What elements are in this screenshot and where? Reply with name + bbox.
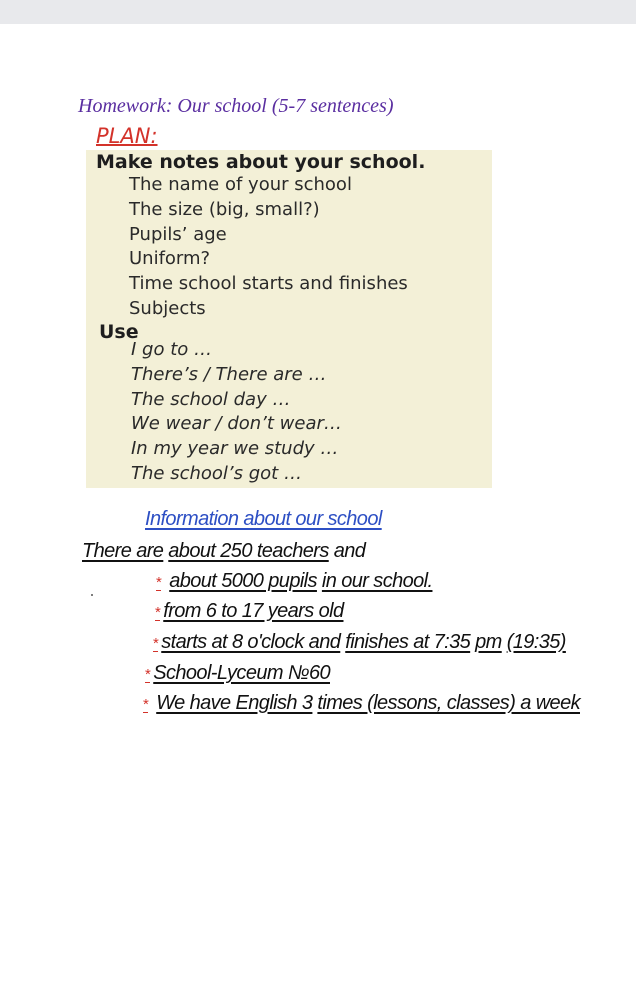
use-item: I go to … <box>131 339 212 360</box>
note-text: and <box>333 540 366 562</box>
note-text: in our school. <box>321 570 433 592</box>
asterisk-icon: * <box>155 604 161 621</box>
note-text: We have English 3 <box>156 692 313 714</box>
top-status-bar <box>0 0 636 24</box>
plan-heading: Make notes about your school. <box>96 151 426 173</box>
plan-title: PLAN: <box>96 124 158 148</box>
note-text: times (lessons, classes) a week <box>317 692 580 714</box>
use-item: There’s / There are … <box>131 364 327 385</box>
note-text: There are <box>82 540 164 562</box>
use-item: We wear / don’t wear… <box>131 413 342 434</box>
homework-title: Homework: Our school (5-7 sentences) <box>78 95 394 117</box>
note-line-3 <box>155 600 343 623</box>
note-line-1 <box>82 540 365 563</box>
note-text: (19:35) <box>506 631 566 653</box>
plan-item: Time school starts and finishes <box>129 273 408 294</box>
note-text: about 5000 pupils <box>169 570 317 592</box>
plan-item: Uniform? <box>129 248 211 269</box>
use-heading: Use <box>99 321 139 343</box>
plan-item: Subjects <box>129 298 206 319</box>
note-text: pm <box>475 631 502 653</box>
use-item: In my year we study … <box>131 438 339 459</box>
asterisk-icon: * <box>143 696 149 713</box>
stray-dot <box>91 594 93 596</box>
plan-item: The name of your school <box>129 174 352 195</box>
use-item: The school’s got … <box>131 463 302 484</box>
note-text: starts at 8 o'clock and <box>161 631 341 653</box>
note-line-5 <box>145 662 330 685</box>
notes-title: Information about our school <box>145 508 382 530</box>
note-text: finishes at 7:35 <box>345 631 471 653</box>
plan-item: The size (big, small?) <box>129 199 320 220</box>
asterisk-icon: * <box>153 635 159 652</box>
note-line-6 <box>143 692 580 715</box>
asterisk-icon: * <box>145 666 151 683</box>
note-line-2 <box>156 570 432 593</box>
asterisk-icon: * <box>156 574 162 591</box>
use-item: The school day … <box>131 389 291 410</box>
note-text: about 250 teachers <box>168 540 329 562</box>
note-text: School-Lyceum №60 <box>153 662 330 684</box>
plan-item: Pupils’ age <box>129 224 227 245</box>
note-line-4 <box>153 631 566 654</box>
note-text: from 6 to 17 years old <box>163 600 344 622</box>
